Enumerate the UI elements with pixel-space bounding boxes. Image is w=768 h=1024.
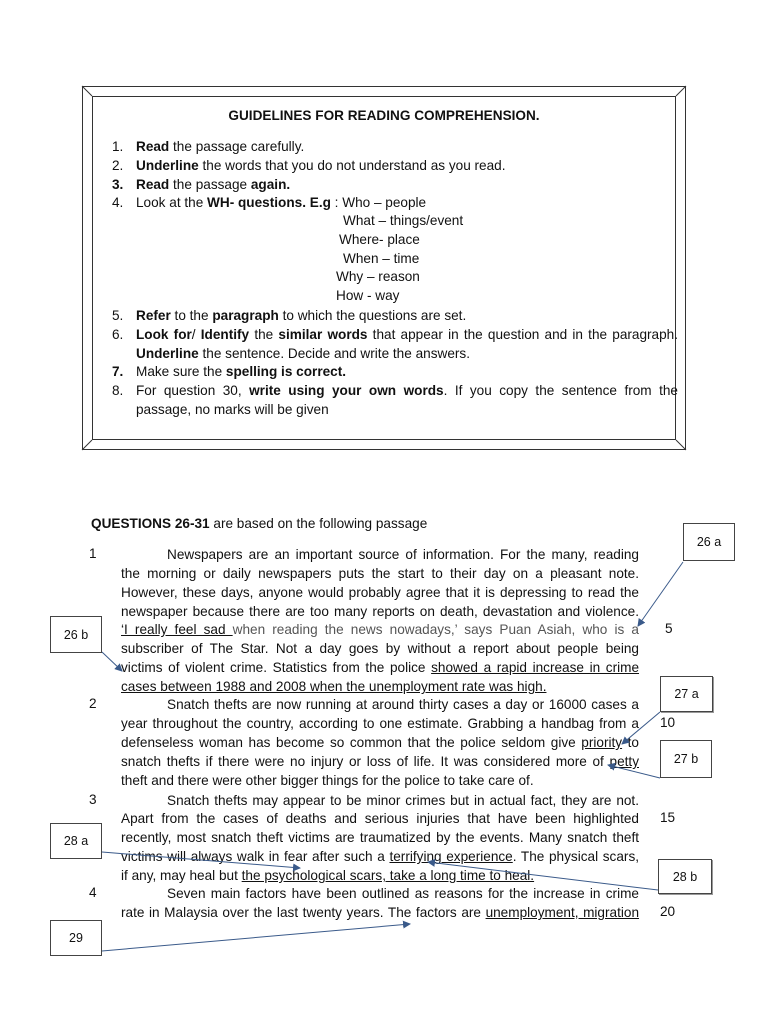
text-run: petty (609, 754, 639, 769)
text-run: again. (250, 177, 291, 192)
text-run: subscriber of The Star. Not a day goes by without a report about people being (121, 641, 639, 656)
paragraph-number: 1 (89, 546, 97, 561)
text-run: defenseless woman has become so common that the police seldom give (121, 735, 582, 750)
text-run: paragraph (212, 308, 279, 323)
text-run: theft and there were other bigger things for the police to take care of. (121, 773, 534, 788)
text-run: / (191, 327, 201, 342)
text-run: Apart from the cases of deaths and serious injuries that have been highlighted (121, 811, 639, 826)
text-run: to (622, 735, 639, 750)
arrow-26b (102, 652, 122, 671)
label-27a: 27 a (660, 676, 713, 712)
text-run: Underline (136, 158, 199, 173)
guideline-number: 5. (112, 308, 124, 323)
arrow-27a (622, 712, 660, 744)
text-run: to which the questions are set. (278, 308, 467, 323)
arrow-29 (102, 924, 410, 951)
text-run: Snatch thefts are now running at around thirty cases a day or 16000 cases a (167, 697, 639, 712)
text-run: Newspapers are an important source of information. For the many, reading (167, 547, 639, 562)
text-run: Identify (200, 327, 250, 342)
text-run: terrifying experience (389, 849, 513, 864)
label-28a: 28 a (50, 823, 102, 859)
label-26a: 26 a (683, 523, 735, 561)
wh-question-line: When – time (343, 251, 420, 266)
arrow-27b (608, 765, 660, 778)
guideline-number: 1. (112, 139, 124, 154)
wh-question-line: Why – reason (336, 269, 420, 284)
text-run: recently, most snatch theft victims are traumatized by the events. Many snatch theft (121, 830, 639, 845)
text-run: that appear in the question and in the paragraph. (367, 327, 679, 342)
guideline-number: 6. (112, 327, 124, 342)
text-run: when reading the news nowadays,’ says Puan Asiah, who is a (232, 622, 639, 637)
label-28b: 28 b (658, 859, 712, 894)
text-run: showed a rapid increase in crime (431, 660, 640, 675)
text-run: the psychological scars, take a long time to heal. (241, 868, 535, 883)
text-run: snatch thefts if there were no injury or loss of life. It was considered more of (121, 754, 610, 769)
text-run: the morning or daily newspapers puts the start to their day on a pleasant note. (121, 566, 639, 581)
text-run: Read (136, 139, 170, 154)
text-run: Refer (136, 308, 171, 323)
guideline-number: 8. (112, 383, 124, 398)
text-run: the sentence. Decide and write the answers. (198, 345, 470, 361)
text-run: : Who – people (330, 195, 427, 210)
text-run: . The physical scars, (512, 849, 640, 864)
guideline-number: 3. (112, 177, 124, 192)
text-run: cases between 1988 and 2008 when the unemployment rate was high. (121, 679, 547, 694)
text-run: Seven main factors have been outlined as reasons for the increase in crime (167, 886, 639, 901)
questions-heading-bold: QUESTIONS 26-31 (91, 516, 210, 531)
guideline-number: 7. (112, 364, 124, 379)
text-run: to the (170, 308, 213, 323)
guideline-number: 2. (112, 158, 124, 173)
arrow-28b (428, 862, 658, 890)
label-26b: 26 b (50, 616, 102, 653)
line-number: 5 (665, 621, 673, 636)
text-run: Underline (136, 345, 199, 361)
line-number: 15 (660, 810, 676, 825)
paragraph-number: 2 (89, 696, 97, 711)
line-number: 20 (660, 904, 676, 919)
text-run: Look at the (136, 195, 208, 210)
line-number: 10 (660, 715, 676, 730)
arrow-28a (102, 852, 300, 868)
text-run: the passage carefully. (169, 139, 305, 154)
label-27b: 27 b (660, 740, 712, 778)
text-run: the words that you do not understand as you read. (198, 158, 506, 173)
text-run: ‘I really feel sad (121, 622, 233, 637)
text-run: victims will always walk in fear after such a (121, 849, 390, 864)
text-run: WH- questions. E.g (207, 195, 331, 210)
paragraph-number: 3 (89, 792, 97, 807)
text-run: write using your own words (249, 383, 444, 398)
text-run: spelling is correct. (225, 364, 347, 379)
guidelines-title: GUIDELINES FOR READING COMPREHENSION. (228, 108, 540, 123)
text-run: Read (136, 177, 170, 192)
text-run: Make sure the (136, 364, 226, 379)
text-run: similar words (278, 327, 368, 342)
text-run: Look for (136, 327, 192, 342)
wh-question-line: How - way (336, 288, 400, 303)
text-run: the passage (169, 177, 251, 192)
text-run: year throughout the country, according to one estimate. Grabbing a handbag from a (121, 716, 639, 731)
text-run: rate in Malaysia over the last twenty years. The factors are (121, 905, 486, 920)
text-run: victims of violent crime. Statistics from the police (121, 660, 432, 675)
text-run: However, these days, anyone would probably agree that it is depressing to read the (121, 585, 639, 600)
text-run: the (249, 327, 279, 342)
arrow-26a (638, 562, 683, 626)
wh-question-line: Where- place (339, 232, 420, 247)
text-run: . If you copy the sentence from the passage, no marks will be given (136, 383, 678, 417)
guideline-number: 4. (112, 195, 124, 210)
text-run: For question 30, (136, 383, 250, 398)
text-run: priority (581, 735, 623, 750)
paragraph-number: 4 (89, 885, 97, 900)
text-run: if any, may heal but (121, 868, 242, 883)
questions-heading-rest: are based on the following passage (209, 516, 428, 531)
text-run: unemployment, migration (485, 905, 640, 920)
text-run: newspaper because there are too many reports on death, devastation and violence. (121, 604, 639, 619)
wh-question-line: What – things/event (343, 213, 464, 228)
label-29: 29 (50, 920, 102, 956)
text-run: Snatch thefts may appear to be minor crimes but in actual fact, they are not. (167, 793, 639, 808)
